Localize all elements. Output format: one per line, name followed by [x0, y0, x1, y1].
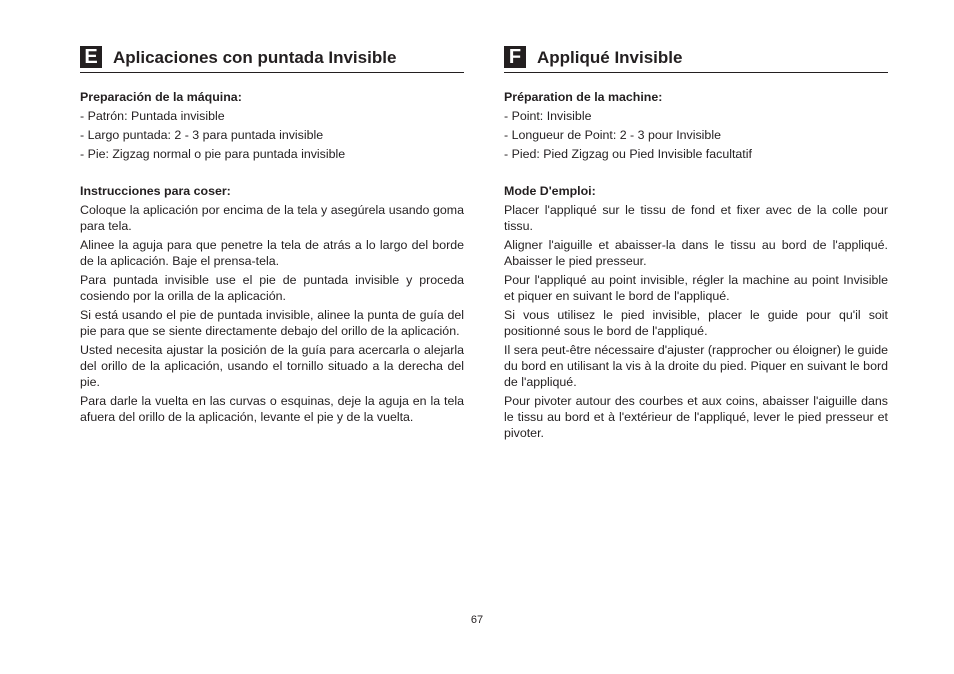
paragraph: Alinee la aguja para que penetre la tela de atrás a lo largo del borde de la aplicación. Baje el prensa-tela.	[80, 238, 464, 268]
machine-setup-heading: Préparation de la machine:	[504, 90, 663, 104]
section-header	[80, 46, 464, 73]
list-item: - Patrón: Puntada invisible	[80, 109, 225, 123]
paragraph: Usted necesita ajustar la posición de la guía para acercarla o alejarla del orillo de la aplicación, usando el tornillo situado a la derecha del pie.	[80, 343, 464, 389]
spanish-section	[80, 46, 464, 428]
paragraph: Il sera peut-être nécessaire d'ajuster (rapprocher ou éloigner) le guide du bord en utilisant la vis à la droite du pied. Piquer en suivant le bord de l'appliqué.	[504, 343, 888, 389]
language-badge: F	[504, 46, 526, 68]
instructions-heading: Instrucciones para coser:	[80, 184, 231, 198]
paragraph: Placer l'appliqué sur le tissu de fond et fixer avec de la colle pour tissu.	[504, 203, 888, 233]
instructions-heading: Mode D'emploi:	[504, 184, 596, 198]
list-item: - Pied: Pied Zigzag ou Pied Invisible facultatif	[504, 147, 752, 161]
machine-setup-heading: Preparación de la máquina:	[80, 90, 242, 104]
paragraph: Para darle la vuelta en las curvas o esquinas, deje la aguja en la tela afuera del orillo de la aplicación, levante el pie y de la vuelta.	[80, 394, 464, 424]
section-header	[504, 46, 888, 73]
paragraph: Coloque la aplicación por encima de la tela y asegúrela usando goma para tela.	[80, 203, 464, 233]
paragraph: Pour l'appliqué au point invisible, régler la machine au point Invisible et piquer en suivant le bord de l'appliqué.	[504, 273, 888, 303]
machine-setup-list	[504, 107, 888, 164]
section-title: Aplicaciones con puntada Invisible	[113, 48, 397, 67]
machine-setup-list	[80, 107, 464, 164]
paragraph: Si vous utilisez le pied invisible, placer le guide pour qu'il soit positionné sous le bord de l'appliqué.	[504, 308, 888, 338]
list-item: - Point: Invisible	[504, 109, 592, 123]
french-section	[504, 46, 888, 444]
page-number: 67	[470, 614, 484, 626]
paragraph: Aligner l'aiguille et abaisser-la dans le tissu au bord de l'appliqué. Abaisser le pied presseur.	[504, 238, 888, 268]
list-item: - Largo puntada: 2 - 3 para puntada invisible	[80, 128, 324, 142]
paragraph: Para puntada invisible use el pie de puntada invisible y proceda cosiendo por la orilla de la aplicación.	[80, 273, 464, 303]
paragraph: Pour pivoter autour des courbes et aux coins, abaisser l'aiguille dans le tissu au bord et à l'extérieur de l'appliqué, lever le pied presseur et pivoter.	[504, 394, 888, 440]
paragraph: Si está usando el pie de puntada invisible, alinee la punta de guía del pie para que se siente directamente debajo del orillo de la aplicación.	[80, 308, 464, 338]
list-item: - Pie: Zigzag normal o pie para puntada invisible	[80, 147, 346, 161]
list-item: - Longueur de Point: 2 - 3 pour Invisible	[504, 128, 721, 142]
language-badge: E	[80, 46, 102, 68]
section-title: Appliqué Invisible	[537, 48, 683, 67]
